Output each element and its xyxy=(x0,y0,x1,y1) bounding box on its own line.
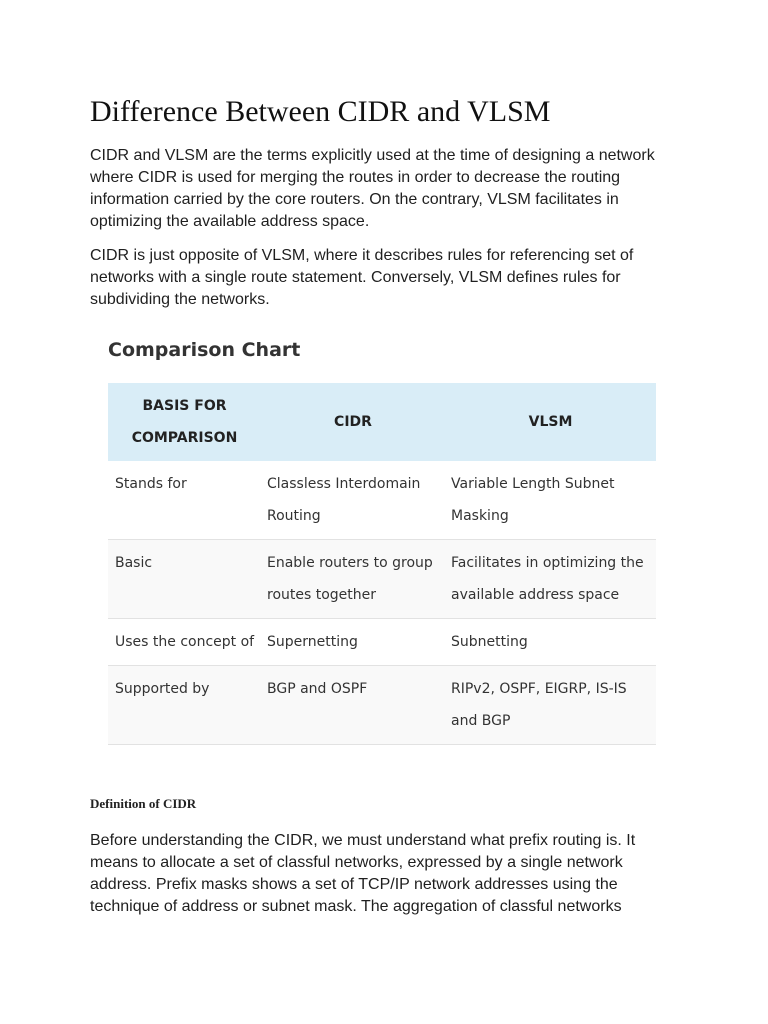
header-vlsm: VLSM xyxy=(445,383,656,461)
row-cidr: BGP and OSPF xyxy=(261,666,445,745)
intro-paragraph: CIDR and VLSM are the terms explicitly used at the time of designing a network where CIDR is used for merging the routes in order to decrease the routing information carried by the core routers. On the contrary, VLSM facilitates in optimizing the available address space. xyxy=(90,147,655,230)
row-vlsm: Facilitates in optimizing the available address space xyxy=(445,540,656,619)
table-row xyxy=(108,666,656,745)
row-basis: Basic xyxy=(108,540,261,619)
definition-heading: Definition of CIDR xyxy=(90,796,197,811)
comparison-table xyxy=(108,383,656,745)
page-title: Difference Between CIDR and VLSM xyxy=(90,95,551,128)
row-cidr: Enable routers to group routes together xyxy=(261,540,445,619)
row-vlsm: Subnetting xyxy=(445,619,656,666)
table-row xyxy=(108,461,656,540)
row-vlsm: Variable Length Subnet Masking xyxy=(445,461,656,540)
header-basis: BASIS FOR COMPARISON xyxy=(108,383,261,461)
row-cidr: Classless Interdomain Routing xyxy=(261,461,445,540)
second-paragraph: CIDR is just opposite of VLSM, where it describes rules for referencing set of networks with a single route statement. Conversely, VLSM defines rules for subdividing the networks. xyxy=(90,247,634,308)
table-header-row xyxy=(108,383,656,461)
row-basis: Stands for xyxy=(108,461,261,540)
definition-paragraph: Before understanding the CIDR, we must understand what prefix routing is. It means to allocate a set of classful networks, expressed by a single network address. Prefix masks shows a set of TCP/IP network addresses using the technique of address or subnet mask. The aggregation of classful networks xyxy=(90,832,636,915)
comparison-chart-title: Comparison Chart xyxy=(108,339,301,361)
row-vlsm: RIPv2, OSPF, EIGRP, IS-IS and BGP xyxy=(445,666,656,745)
row-basis: Uses the concept of xyxy=(108,619,261,666)
header-cidr: CIDR xyxy=(261,383,445,461)
table-row xyxy=(108,619,656,666)
row-cidr: Supernetting xyxy=(261,619,445,666)
table-row xyxy=(108,540,656,619)
row-basis: Supported by xyxy=(108,666,261,745)
